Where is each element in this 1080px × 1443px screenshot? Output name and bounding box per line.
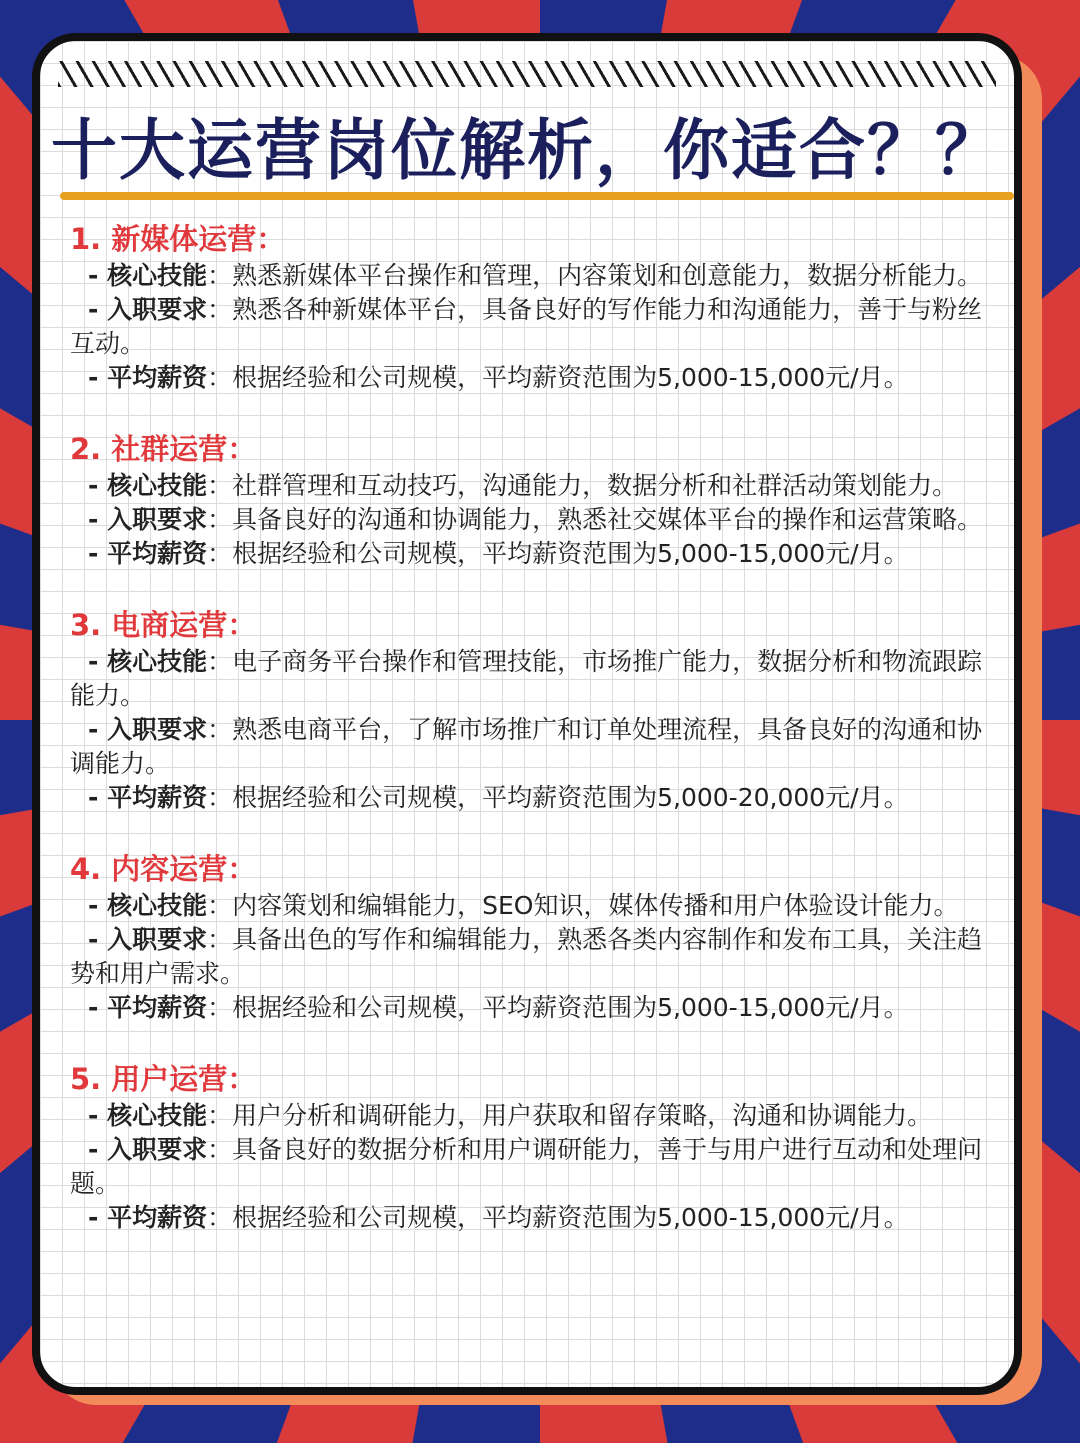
item-text: 根据经验和公司规模，平均薪资范围为5,000-20,000元/月。 (232, 783, 909, 812)
item-label: - 核心技能 (88, 261, 208, 290)
item-label: - 核心技能 (88, 647, 208, 676)
item-text: 具备良好的沟通和协调能力，熟悉社交媒体平台的操作和运营策略。 (232, 505, 983, 534)
item-core-skills (70, 1099, 984, 1133)
item-label: - 平均薪资 (88, 993, 208, 1022)
item-label: - 平均薪资 (88, 1203, 208, 1232)
item-separator: ： (207, 295, 233, 324)
item-label: - 入职要求 (88, 715, 208, 744)
item-text: 根据经验和公司规模，平均薪资范围为5,000-15,000元/月。 (232, 993, 909, 1022)
item-text: 根据经验和公司规模，平均薪资范围为5,000-15,000元/月。 (232, 363, 909, 392)
item-separator: ： (207, 539, 233, 568)
item-separator: ： (207, 993, 233, 1022)
item-text: 熟悉电商平台，了解市场推广和订单处理流程，具备良好的沟通和协调能力。 (70, 715, 983, 778)
content-card (32, 33, 1022, 1395)
item-label: - 平均薪资 (88, 363, 208, 392)
item-requirements (70, 713, 984, 781)
section-heading: 1. 新媒体运营： (70, 222, 286, 256)
item-separator: ： (207, 471, 233, 500)
item-label: - 平均薪资 (88, 783, 208, 812)
item-label: - 平均薪资 (88, 539, 208, 568)
item-separator: ： (207, 505, 233, 534)
item-requirements (70, 1133, 984, 1201)
item-separator: ： (207, 783, 233, 812)
item-separator: ： (207, 647, 233, 676)
item-label: - 入职要求 (88, 505, 208, 534)
item-label: - 核心技能 (88, 891, 208, 920)
item-separator: ： (207, 1203, 233, 1232)
item-separator: ： (207, 261, 233, 290)
item-label: - 入职要求 (88, 295, 208, 324)
hatch-decoration (58, 61, 996, 87)
item-text: 根据经验和公司规模，平均薪资范围为5,000-15,000元/月。 (232, 539, 909, 568)
section-heading: 4. 内容运营： (70, 852, 257, 886)
item-separator: ： (207, 363, 233, 392)
item-separator: ： (207, 891, 233, 920)
item-requirements (70, 503, 984, 537)
item-core-skills (70, 259, 984, 293)
item-separator: ： (207, 715, 233, 744)
item-text: 电子商务平台操作和管理技能，市场推广能力，数据分析和物流跟踪能力。 (70, 647, 983, 710)
item-label: - 核心技能 (88, 1101, 208, 1130)
item-salary (70, 1201, 984, 1235)
section-new-media (70, 219, 984, 395)
item-text: 具备出色的写作和编辑能力，熟悉各类内容制作和发布工具，关注趋势和用户需求。 (70, 925, 983, 988)
sections-list (70, 219, 984, 1269)
item-text: 社群管理和互动技巧，沟通能力，数据分析和社群活动策划能力。 (232, 471, 958, 500)
item-text: 用户分析和调研能力，用户获取和留存策略，沟通和协调能力。 (232, 1101, 933, 1130)
item-label: - 入职要求 (88, 925, 208, 954)
item-label: - 入职要求 (88, 1135, 208, 1164)
title-underline (60, 192, 1014, 200)
section-ecommerce (70, 605, 984, 815)
item-text: 熟悉各种新媒体平台，具备良好的写作能力和沟通能力，善于与粉丝互动。 (70, 295, 983, 358)
item-requirements (70, 293, 984, 361)
item-requirements (70, 923, 984, 991)
page-title: 十大运营岗位解析，你适合？？ (51, 112, 1003, 189)
item-separator: ： (207, 1101, 233, 1130)
item-text: 具备良好的数据分析和用户调研能力，善于与用户进行互动和处理问题。 (70, 1135, 983, 1198)
item-salary (70, 537, 984, 571)
item-label: - 核心技能 (88, 471, 208, 500)
section-user (70, 1059, 984, 1235)
item-separator: ： (207, 1135, 233, 1164)
section-heading: 5. 用户运营： (70, 1062, 257, 1096)
item-salary (70, 361, 984, 395)
item-separator: ： (207, 925, 233, 954)
section-heading: 2. 社群运营： (70, 432, 257, 466)
item-salary (70, 781, 984, 815)
section-content (70, 849, 984, 1025)
item-text: 根据经验和公司规模，平均薪资范围为5,000-15,000元/月。 (232, 1203, 909, 1232)
item-text: 熟悉新媒体平台操作和管理，内容策划和创意能力，数据分析能力。 (232, 261, 983, 290)
item-core-skills (70, 645, 984, 713)
item-salary (70, 991, 984, 1025)
item-text: 内容策划和编辑能力，SEO知识，媒体传播和用户体验设计能力。 (232, 891, 959, 920)
item-core-skills (70, 469, 984, 503)
item-core-skills (70, 889, 984, 923)
section-heading: 3. 电商运营： (70, 608, 257, 642)
section-community (70, 429, 984, 571)
